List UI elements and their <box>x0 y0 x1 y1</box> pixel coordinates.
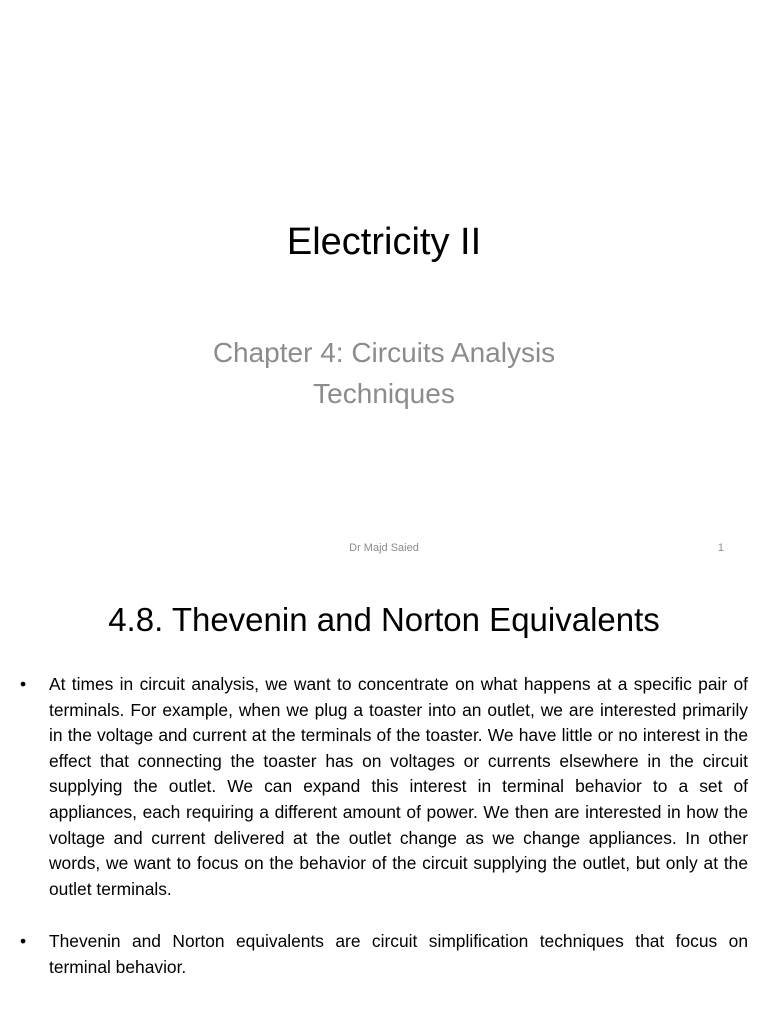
bullet-list <box>20 672 748 981</box>
bullet-text: Thevenin and Norton equivalents are circuit simplification techniques that focus on terminal behavior. <box>49 931 748 977</box>
slide-title: Electricity II <box>286 221 482 263</box>
subtitle-line: Chapter 4: Circuits Analysis <box>212 337 556 368</box>
bullet-dot-icon: • <box>20 931 27 952</box>
content-slide <box>0 576 768 1024</box>
slide-footer-author: Dr Majd Saied <box>349 542 419 554</box>
slide-page-number: 1 <box>717 542 724 554</box>
subtitle-line: Techniques <box>313 378 455 409</box>
bullet-text: At times in circuit analysis, we want to concentrate on what happens at a specific pair of terminals. For example, when we plug a toaster into an outlet, we are interested primarily in the voltage and current at the terminals of the toaster. We have little or no interest in the effect that connecting the toaster has on voltages or currents elsewhere in the circuit supplying the outlet. We can expand this interest in terminal behavior to a set of appliances, each requiring a different amount of power. We then are interested in how the voltage and current delivered at the outlet change as we change appliances. In other words, we want to focus on the behavior of the circuit supplying the outlet, but only at the outlet terminals. <box>49 674 748 899</box>
slide-title: 4.8. Thevenin and Norton Equivalents <box>108 601 660 638</box>
bullet-dot-icon: • <box>20 674 27 694</box>
slide-subtitle <box>144 332 624 414</box>
bullet-item <box>20 672 748 902</box>
bullet-item <box>20 929 748 980</box>
